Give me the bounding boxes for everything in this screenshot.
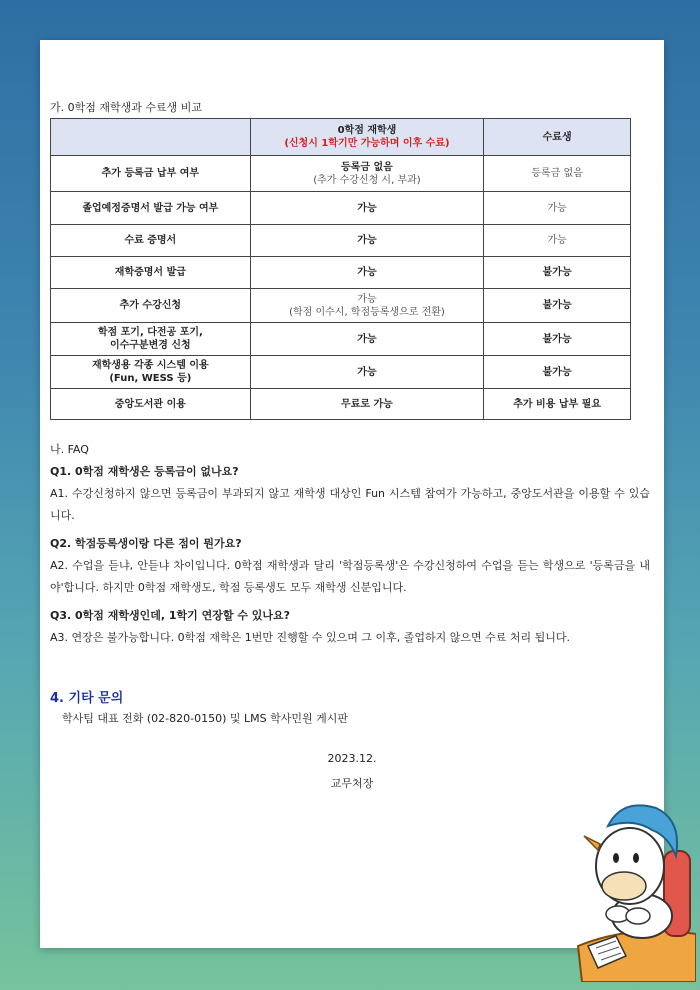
row-zero-credit: 가능 bbox=[250, 356, 484, 389]
other-inquiry-title: 4. 기타 문의 bbox=[50, 691, 124, 706]
cell-main: 가능 bbox=[357, 293, 377, 305]
table-header-row bbox=[51, 119, 631, 156]
row-completer: 가능 bbox=[484, 225, 631, 257]
header-zero-credit-title: 0학점 재학생 bbox=[337, 125, 397, 136]
row-completer: 가능 bbox=[484, 192, 631, 225]
row-zero-credit: 가능 bbox=[250, 257, 484, 289]
cell-sub: (학점 이수시, 학점등록생으로 전환) bbox=[289, 306, 445, 318]
header-empty-cell bbox=[51, 119, 251, 156]
row-label: 재학증명서 발급 bbox=[51, 257, 251, 289]
unicorn-mascot-icon bbox=[572, 796, 696, 982]
label-line1: 재학생용 각종 시스템 이용 bbox=[91, 360, 209, 371]
row-zero-credit: 가능 bbox=[250, 192, 484, 225]
row-completer: 불가능 bbox=[484, 257, 631, 289]
row-label: 졸업예정증명서 발급 가능 여부 bbox=[51, 192, 251, 225]
contact-info: 학사팀 대표 전화 (02-820-0150) 및 LMS 학사민원 게시판 bbox=[62, 712, 348, 725]
label-line2: 이수구분변경 신청 bbox=[109, 340, 191, 351]
row-label: 추가 등록금 납부 여부 bbox=[51, 156, 251, 192]
document-page bbox=[40, 40, 664, 948]
issuing-office: 교무처장 bbox=[330, 777, 374, 790]
row-zero-credit: 가능 bbox=[250, 323, 484, 356]
header-completer: 수료생 bbox=[484, 119, 631, 156]
cell-sub: (추가 수강신청 시, 부과) bbox=[313, 174, 421, 186]
table-row bbox=[51, 289, 631, 323]
faq-answer: A1. 수강신청하지 않으면 등록금이 부과되지 않고 재학생 대상인 Fun 시스템 참여가 가능하고, 중앙도서관을 이용할 수 있습니다. bbox=[50, 487, 650, 522]
table-row bbox=[51, 257, 631, 289]
faq-question: Q1. 0학점 재학생은 등록금이 없나요? bbox=[50, 465, 239, 478]
row-label bbox=[51, 356, 251, 389]
faq-answer: A3. 연장은 불가능합니다. 0학점 재학은 1번만 진행할 수 있으며 그 이후, 졸업하지 않으면 수료 처리 됩니다. bbox=[50, 631, 570, 644]
table-row bbox=[51, 323, 631, 356]
label-line1: 학점 포기, 다전공 포기, bbox=[97, 327, 203, 338]
header-zero-credit bbox=[250, 119, 484, 156]
faq-question: Q3. 0학점 재학생인데, 1학기 연장할 수 있나요? bbox=[50, 609, 291, 622]
row-label: 추가 수강신청 bbox=[51, 289, 251, 323]
row-zero-credit bbox=[250, 156, 484, 192]
header-zero-credit-note: (신청시 1학기만 가능하며 이후 수료) bbox=[284, 138, 450, 149]
table-row bbox=[51, 156, 631, 192]
row-completer: 불가능 bbox=[484, 323, 631, 356]
faq-title: 나. FAQ bbox=[50, 443, 89, 456]
label-line2: (Fun, WESS 등) bbox=[109, 373, 192, 384]
row-completer: 불가능 bbox=[484, 356, 631, 389]
cell-main: 등록금 없음 bbox=[341, 161, 393, 173]
document-date: 2023.12. bbox=[327, 752, 377, 765]
row-completer: 추가 비용 납부 필요 bbox=[484, 389, 631, 420]
row-zero-credit: 가능 bbox=[250, 225, 484, 257]
table-row bbox=[51, 389, 631, 420]
row-label bbox=[51, 323, 251, 356]
row-label: 수료 증명서 bbox=[51, 225, 251, 257]
faq-section bbox=[50, 439, 650, 649]
row-completer: 불가능 bbox=[484, 289, 631, 323]
table-row bbox=[51, 356, 631, 389]
row-zero-credit bbox=[250, 289, 484, 323]
row-completer: 등록금 없음 bbox=[484, 156, 631, 192]
faq-answer: A2. 수업을 듣냐, 안듣냐 차이입니다. 0학점 재학생과 달리 '학점등록생'은 수강신청하여 수업을 듣는 학생으로 '등록금을 내야'합니다. 하지만 0학점 재학생도, 학점 등록생도 모두 재학생 신분입니다. bbox=[50, 559, 650, 594]
row-zero-credit: 무료로 가능 bbox=[250, 389, 484, 420]
faq-question: Q2. 학점등록생이랑 다른 점이 뭔가요? bbox=[50, 537, 242, 550]
comparison-table bbox=[50, 118, 631, 420]
section-a-title: 가. 0학점 재학생과 수료생 비교 bbox=[50, 101, 202, 114]
table-row bbox=[51, 192, 631, 225]
table-row bbox=[51, 225, 631, 257]
row-label: 중앙도서관 이용 bbox=[51, 389, 251, 420]
